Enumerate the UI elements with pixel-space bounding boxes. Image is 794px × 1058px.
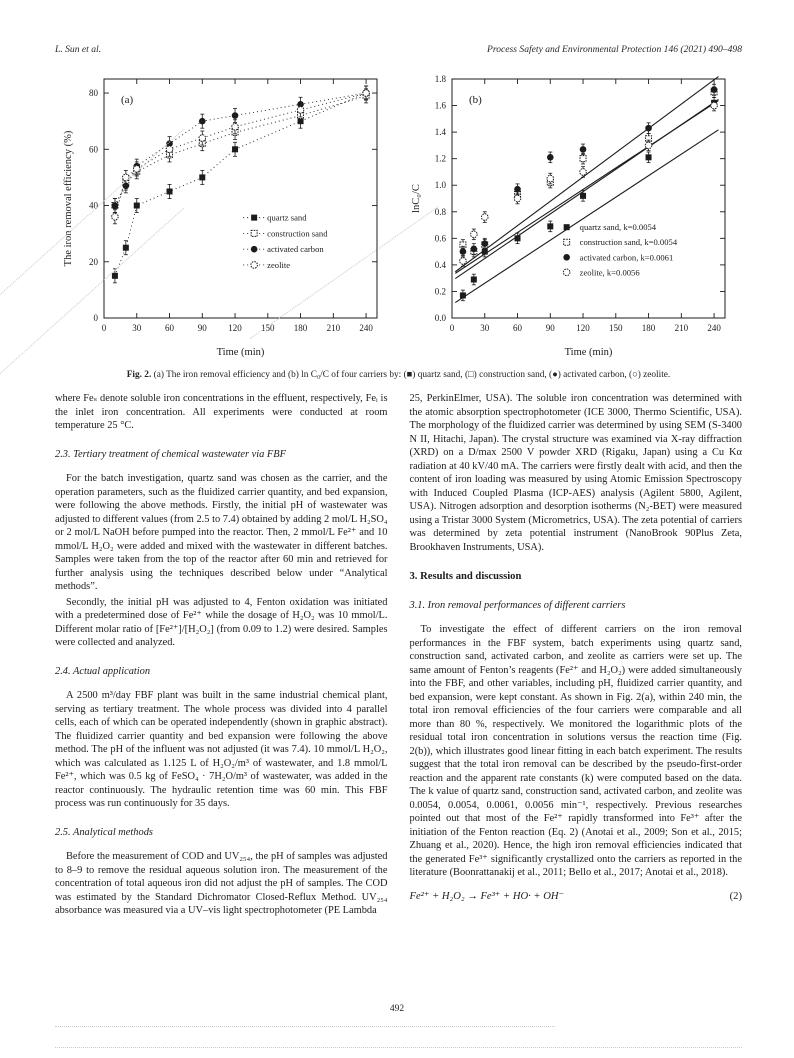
paragraph-where: where Feₛ denote soluble iron concentrations in the effluent, respectively, Feᵢ is the inlet iron concentration. All experiments were conducted at room temperature 25 °C. [55, 393, 388, 431]
right-column [410, 392, 743, 920]
figure-caption [55, 370, 742, 380]
svg-text:1.4: 1.4 [434, 127, 446, 138]
paragraph-plant: A 2500 m³/day FBF plant was built in the same industrial chemical plant, serving as tertiary treatment. The whole process was divided into 4 parallel cells, each of which can be operated independently (shown in graphic abstract). The fluidized carrier quantity and bed expansion were following the above method. The pH of the influent was not adjusted (it was 7.4). 10 mmol/L H₂O₂, which was calculated as 1.125 L of H₂O₂/m³ of wastewater, and 1.8 mmol/L Fe²⁺, which was 0.5 kg of FeSO₄ · 7H₂O/m³ of wastewater, was added in the reactor continuously. The hydraulic retention time was 60 min. This FBF process was run continuously for 35 days. [55, 690, 388, 809]
svg-text:(a): (a) [120, 94, 133, 106]
equation-text: Fe²⁺ + H₂O₂ → Fe³⁺ + HO· + OH⁻ [409, 890, 565, 902]
paragraph-results: To investigate the effect of different carriers on the iron removal performances in the FBF system, batch experiments using quartz sand, construction sand, activated carbon, and zeolite as carriers were set up. The same amount of Fenton’s reagents (Fe²⁺ and H₂O₂) were added simultaneously into the FBF, and other variables, including pH, fluidized carrier quantity, and bed expansion, were kept constant. As shown in Fig. 2(a), within 240 min, the total iron removal efficiencies of the four carriers were comparable and all more than 80 %, respectively. We monitored the logarithmic plots of the residual total iron concentration in solutions versus the reaction time (Fig. 2(b)), which illustrates good linear fitting in each batch experiment. The results suggest that the total iron removal can be described by the pseudo-first-order reaction and the apparent rate constants (k) were computed based on the data. The k value of quartz sand, construction sand, activated carbon, and zeolite was 0.0054, 0.0054, 0.0061, 0.0056 min⁻¹, respectively. Previous researches pointed out that most of the Fe²⁺ rapidly transformed into Fe³⁺ after the initiation of the Fenton reaction (Eq. 2) (Anotai et al., 2009; Son et al., 2015; Zhuang et al., 2020). Hence, the high iron removal efficiencies indicated that the generated Fe³⁺ significantly crystallized onto the carriers as reported in the literature (Boonrattanakij et al., 2011; Bello et al., 2017; Anotai et al., 2018). [409, 624, 742, 878]
svg-text:Time (min): Time (min) [216, 347, 264, 358]
figure-2 [55, 66, 742, 380]
svg-text:180: 180 [641, 323, 655, 333]
svg-text:1.8: 1.8 [434, 74, 446, 84]
svg-text:210: 210 [326, 323, 340, 333]
running-head-author: L. Sun et al. [55, 44, 102, 55]
svg-text:zeolite: zeolite [266, 259, 290, 270]
svg-text:zeolite, k=0.0056: zeolite, k=0.0056 [579, 267, 640, 278]
svg-text:150: 150 [608, 323, 623, 333]
article-body [55, 392, 742, 920]
figure-2b-chart [408, 66, 738, 362]
section-heading-3-1: 3.1. Iron removal performances of different carriers [409, 599, 626, 611]
svg-text:activated carbon: activated carbon [266, 244, 324, 255]
svg-text:0.8: 0.8 [434, 206, 446, 217]
section-heading-2-3: 2.3. Tertiary treatment of chemical wastewater via FBF [55, 448, 286, 460]
paragraph-analytical: Before the measurement of COD and UV₂₅₄, the pH of samples was adjusted to 8–9 to remove the residual aqueous solution iron. The measurement of the concentration of total aqueous iron did not adjust the pH of samples. The COD was estimated by the Standard Dichromator Closed-Reflux Method. UV₂₅₄ absorbance was measured via a UV–vis light spectrophotometer (PE Lambda [55, 851, 388, 916]
svg-text:0.2: 0.2 [434, 286, 446, 297]
section-heading-2-5: 2.5. Analytical methods [55, 826, 153, 838]
svg-text:The iron removal efficiency (%: The iron removal efficiency (%) [62, 130, 74, 267]
svg-text:20: 20 [88, 256, 98, 267]
paragraph-batch-2: Secondly, the initial pH was adjusted to 4, Fenton oxidation was initiated with a predetermined dose of Fe²⁺ while the dosage of H₂O₂ was 10 mmol/L. Different molar ratio of [Fe²⁺]/[H₂O₂] (from 0.09 to 1.2) were desired. Samples were collected and analyzed. [55, 596, 388, 648]
svg-text:1.6: 1.6 [434, 100, 446, 111]
paragraph-batch-1: For the batch investigation, quartz sand was chosen as the carrier, and the operation parameters, such as the fluidized carrier quantity, and bed expansion, were following the above methods. Firstly, the initial pH of wastewater was adjusted to different values (from 2.5 to 7.4) obtained by adding 2 mol/L H₂SO₄ or 2 mol/L NaOH before pumped into the reactor. Then, 2 mmol/L Fe²⁺ and 10 mmol/L H₂O₂ were added and mixed with the wastewater in different batches. Samples were taken from the top of the reactor after 60 min and retrieved for further analysis using the techniques described below under “Analytical methods”. [55, 473, 388, 592]
svg-text:120: 120 [575, 323, 590, 333]
svg-text:90: 90 [545, 323, 555, 333]
figure-2a-chart [60, 66, 390, 362]
svg-text:0.4: 0.4 [434, 259, 446, 270]
svg-text:90: 90 [197, 323, 207, 333]
section-heading-2-4: 2.4. Actual application [55, 665, 151, 677]
svg-text:1.2: 1.2 [434, 153, 446, 164]
svg-text:30: 30 [131, 323, 141, 333]
svg-text:construction sand: construction sand [266, 228, 328, 239]
running-head [55, 44, 742, 55]
svg-text:quartz sand: quartz sand [266, 212, 307, 223]
svg-text:0: 0 [101, 323, 106, 333]
left-column [55, 392, 388, 920]
svg-text:0.0: 0.0 [434, 313, 446, 323]
running-head-journal: Process Safety and Environmental Protection 146 (2021) 490–498 [487, 44, 742, 55]
svg-text:240: 240 [706, 323, 721, 333]
svg-text:150: 150 [260, 323, 275, 333]
svg-text:240: 240 [358, 323, 373, 333]
svg-text:0: 0 [449, 323, 454, 333]
figure-caption-text: (a) The iron removal efficiency and (b) ln C₀/C of four carriers by: (■) quartz sand, (□) construction sand, (●) activated carbon, (○) zeolite. [151, 370, 671, 380]
svg-text:60: 60 [512, 323, 522, 333]
svg-text:activated carbon, k=0.0061: activated carbon, k=0.0061 [579, 252, 673, 263]
svg-text:60: 60 [88, 144, 98, 155]
scan-artifact-dots [55, 1026, 555, 1027]
svg-text:lnC₀/C: lnC₀/C [410, 184, 422, 213]
svg-text:0.6: 0.6 [434, 233, 446, 244]
svg-text:180: 180 [293, 323, 307, 333]
svg-text:40: 40 [88, 200, 98, 211]
figure-caption-label: Fig. 2. [126, 370, 152, 380]
svg-text:120: 120 [227, 323, 242, 333]
section-heading-3: 3. Results and discussion [409, 571, 522, 582]
svg-text:80: 80 [88, 88, 98, 99]
svg-text:1.0: 1.0 [434, 180, 446, 191]
svg-text:construction sand, k=0.0054: construction sand, k=0.0054 [579, 237, 677, 248]
equation-2 [410, 890, 743, 904]
svg-text:quartz sand, k=0.0054: quartz sand, k=0.0054 [579, 222, 656, 233]
scan-artifact-dots [55, 1047, 742, 1048]
equation-number: (2) [729, 890, 742, 902]
svg-text:(b): (b) [468, 94, 482, 106]
figure-2-charts [55, 66, 742, 362]
svg-text:Time (min): Time (min) [564, 347, 612, 358]
svg-text:30: 30 [479, 323, 489, 333]
svg-text:210: 210 [674, 323, 688, 333]
paragraph-instruments: 25, PerkinElmer, USA). The soluble iron concentration was determined with the atomic absorption spectrophotometer (ICE 3000, Thermo Scientific, USA). The morphology of the fluidized carrier was determined by using SEM (S-3400 N II, Hitachi, Japan). The crystal structure was examined via X-ray diffraction (XRD) on a D/max 2500 V powder XRD (Rigaku, Japan) using a Cu Kα radiation at 40 kV/40 mA. The carriers were firstly dealt with acid, and then the content of iron loading was measured by using Atomic Emission Spectroscopy with Induced Coupled Plasma (ICP-AES) analysis (Agilent 5800, Agilent, USA). Nitrogen adsorption and desorption isotherms (N₂-BET) were measured using a Tristar 3000 System (Micrometrics, USA). The zeta potential of carriers was determined by zeta potential instrument (NanoBrook 90Plus Zeta, Brookhaven Instruments, USA). [409, 393, 742, 553]
svg-text:0: 0 [93, 313, 98, 323]
svg-text:60: 60 [164, 323, 174, 333]
page-number: 492 [389, 1004, 405, 1014]
